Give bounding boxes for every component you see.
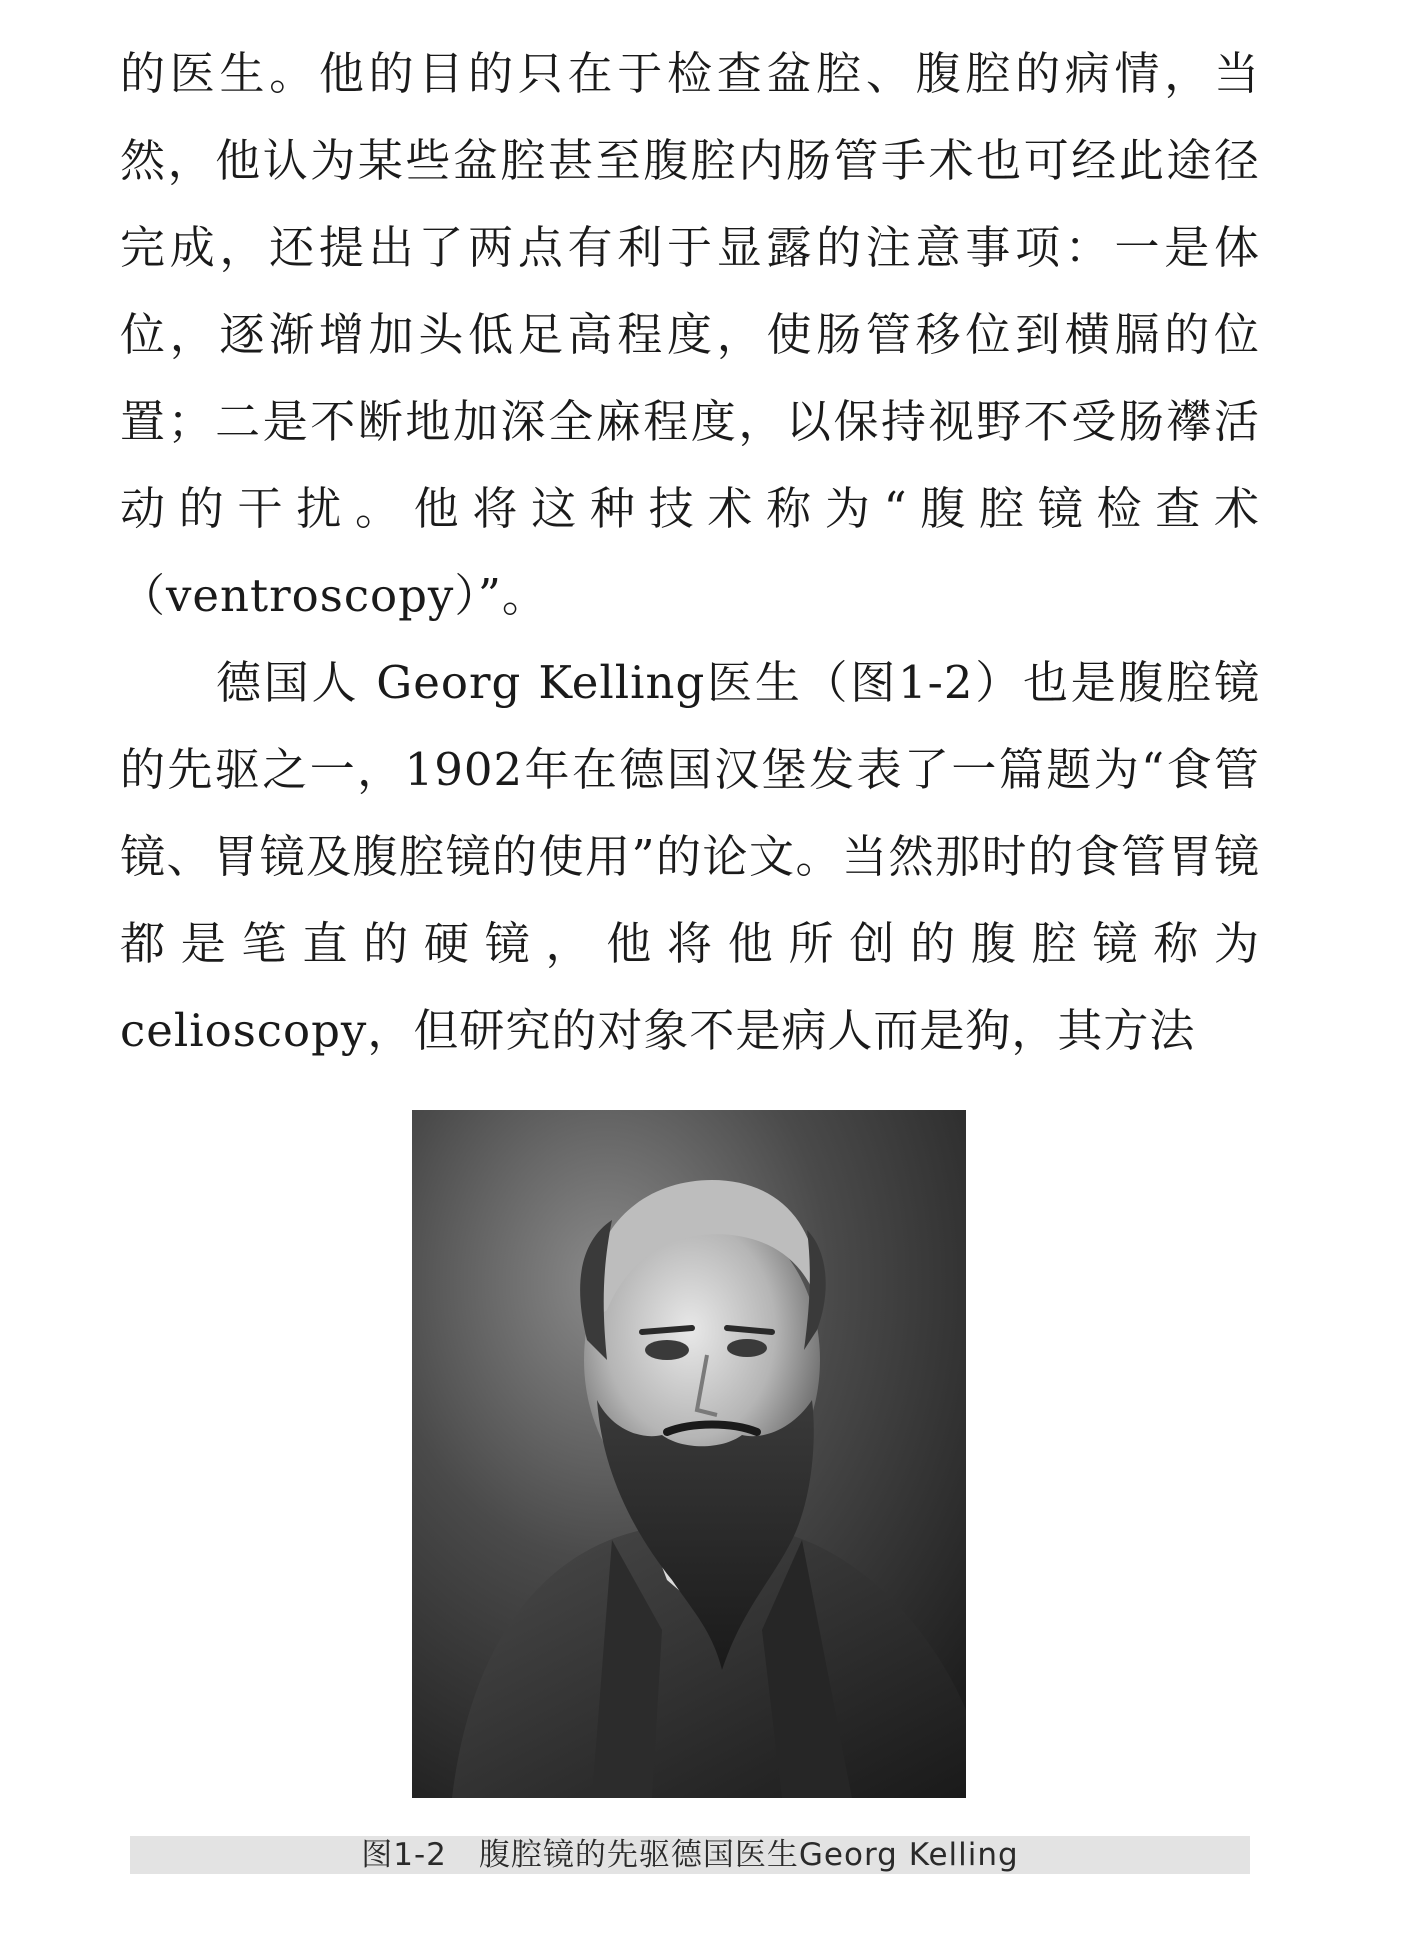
portrait-photo (412, 1110, 966, 1798)
figure-caption: 图1-2 腹腔镜的先驱德国医生Georg Kelling (361, 1837, 1019, 1873)
portrait-illustration (412, 1110, 966, 1798)
body-text (120, 30, 1260, 1074)
figure-caption-bar (130, 1836, 1250, 1874)
paragraph-continued: 的医生。他的目的只在于检查盆腔、腹腔的病情，当然，他认为某些盆腔甚至腹腔内肠管手术也可经此途径完成，还提出了两点有利于显露的注意事项：一是体位，逐渐增加头低足高程度，使肠管移位到横膈的位置；二是不断地加深全麻程度，以保持视野不受肠襻活动的干扰。他将这种技术称为“腹腔镜检查术（ventroscopy）”。 (120, 47, 1260, 622)
paragraph-kelling: 德国人 Georg Kelling医生（图1-2）也是腹腔镜的先驱之一，1902年在德国汉堡发表了一篇题为“食管镜、胃镜及腹腔镜的使用”的论文。当然那时的食管胃镜都是笔直的硬镜，他将他所创的腹腔镜称为celioscopy，但研究的对象不是病人而是狗，其方法 (120, 656, 1260, 1057)
